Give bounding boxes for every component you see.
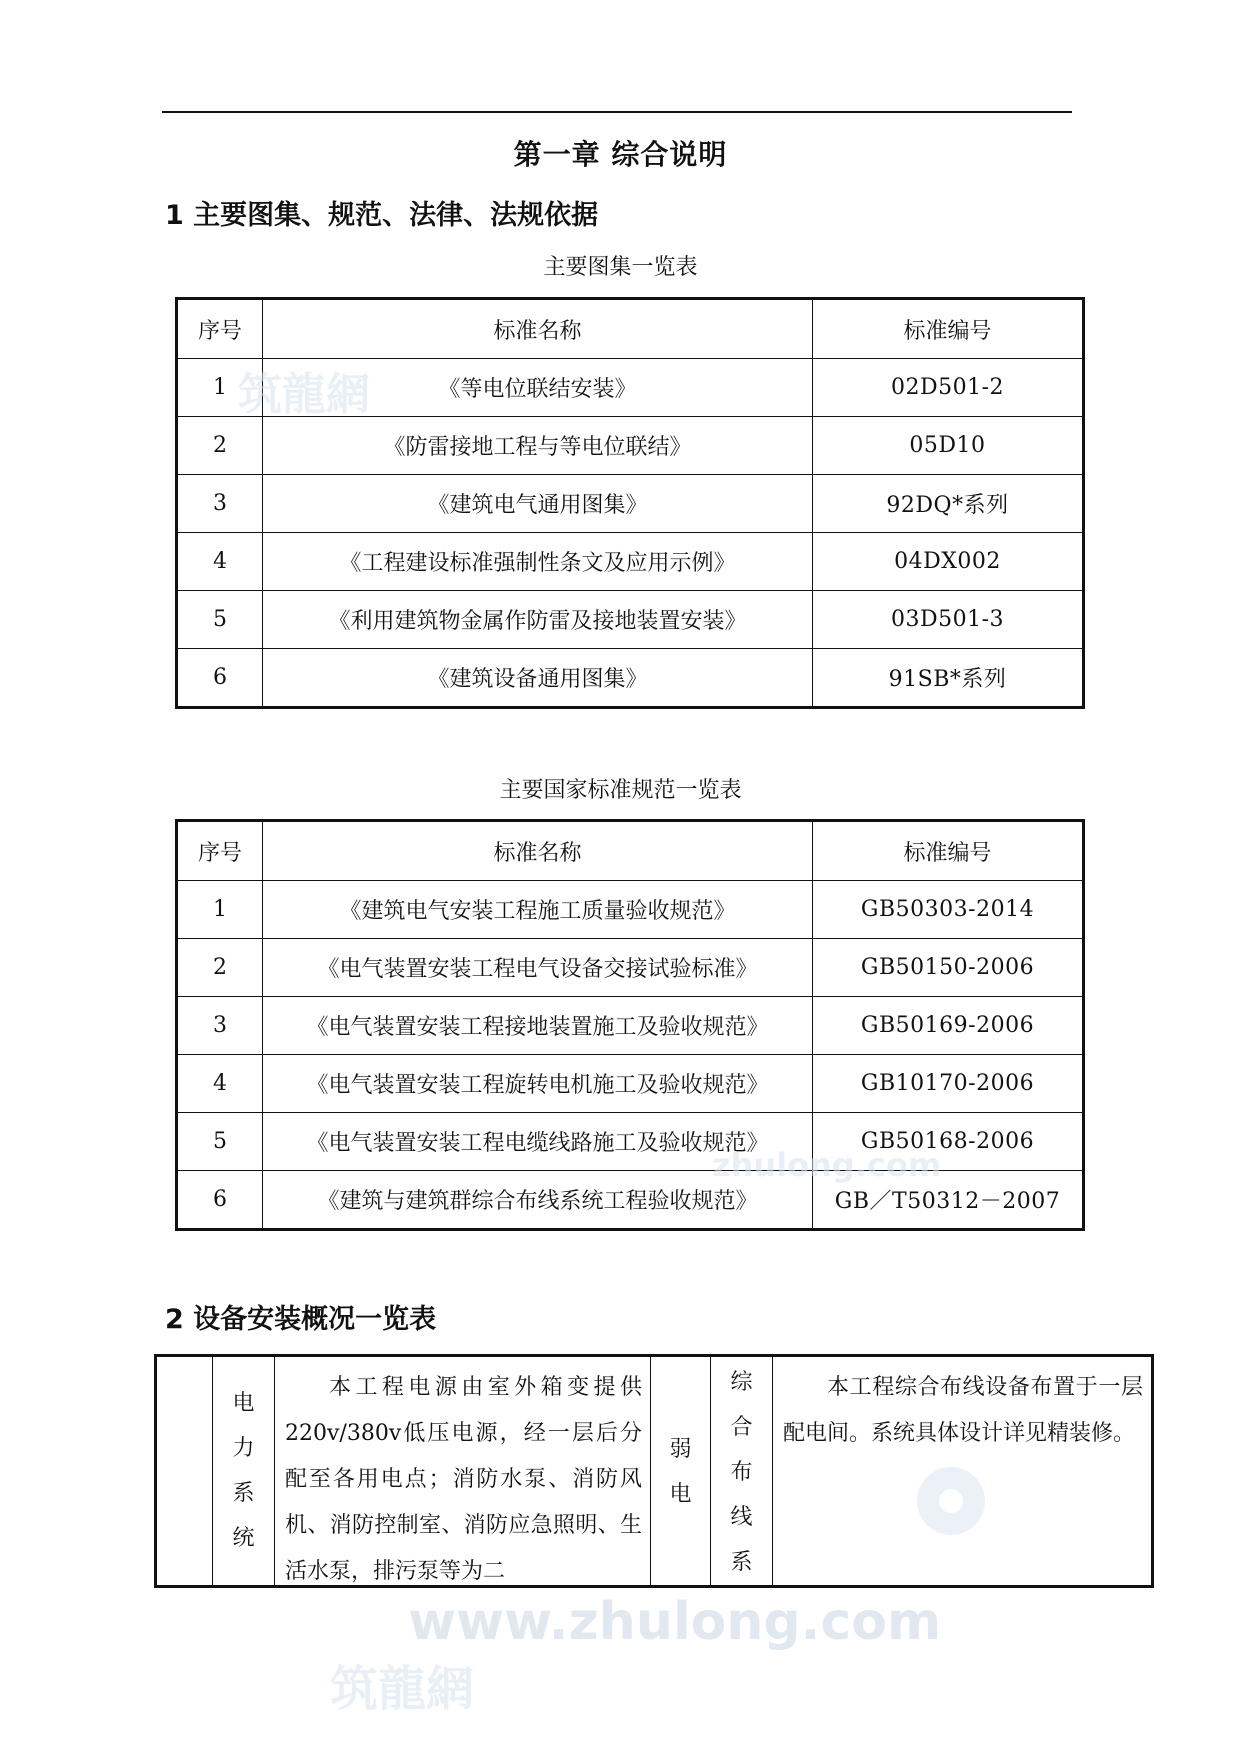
row-name: 《电气装置安装工程电气设备交接试验标准》 xyxy=(263,939,813,997)
watermark-brand: 筑龍網 xyxy=(238,369,370,420)
section-2-heading: 2 设备安装概况一览表 xyxy=(165,1304,437,1335)
row-code: 91SB*系列 xyxy=(813,649,1084,708)
power-system-description-cell xyxy=(275,1356,651,1587)
weak-label-char: 弱 xyxy=(669,1437,692,1462)
cabling-system-description-cell xyxy=(773,1356,1153,1587)
cabling-system-description: 本工程综合布线设备布置于一层配电间。系统具体设计详见精装修。 xyxy=(783,1375,1143,1446)
row-index: 3 xyxy=(177,475,263,533)
row-code: GB50169-2006 xyxy=(813,997,1084,1055)
header-index: 序号 xyxy=(177,821,263,881)
row-name: 《利用建筑物金属作防雷及接地装置安装》 xyxy=(263,591,813,649)
cabling-system-label-cell xyxy=(711,1356,773,1587)
table-row xyxy=(177,1113,1084,1171)
equipment-overview-table xyxy=(154,1354,1154,1588)
chapter-title: 第一章 综合说明 xyxy=(513,138,728,171)
power-label-char: 力 xyxy=(232,1436,255,1461)
table-row xyxy=(177,533,1084,591)
atlas-table xyxy=(175,297,1085,709)
row-code: 02D501-2 xyxy=(813,359,1084,417)
power-label-char: 统 xyxy=(232,1526,255,1551)
row-index: 3 xyxy=(177,997,263,1055)
section-1-heading: 1 主要图集、规范、法律、法规依据 xyxy=(165,200,599,231)
table-header-row xyxy=(177,299,1084,359)
row-name: 《等电位联结安装》 xyxy=(263,359,813,417)
row-code: GB10170-2006 xyxy=(813,1055,1084,1113)
row-code: 05D10 xyxy=(813,417,1084,475)
equipment-blank-cell xyxy=(156,1356,213,1587)
row-name: 《防雷接地工程与等电位联结》 xyxy=(263,417,813,475)
header-name: 标准名称 xyxy=(263,821,813,881)
row-name: 《建筑设备通用图集》 xyxy=(263,649,813,708)
cabling-label-char: 综 xyxy=(730,1370,753,1395)
row-code: 92DQ*系列 xyxy=(813,475,1084,533)
row-index: 2 xyxy=(177,417,263,475)
row-code: GB／T50312－2007 xyxy=(813,1171,1084,1230)
power-label-char: 电 xyxy=(232,1391,255,1416)
table-row xyxy=(177,417,1084,475)
atlas-table-caption: 主要图集一览表 xyxy=(543,255,698,280)
table-header-row xyxy=(177,821,1084,881)
power-label-char: 系 xyxy=(232,1481,255,1506)
row-index: 4 xyxy=(177,1055,263,1113)
row-name: 《电气装置安装工程旋转电机施工及验收规范》 xyxy=(263,1055,813,1113)
row-code: 03D501-3 xyxy=(813,591,1084,649)
power-system-label-cell xyxy=(213,1356,275,1587)
row-index: 6 xyxy=(177,1171,263,1230)
row-index: 1 xyxy=(177,881,263,939)
row-name: 《工程建设标准强制性条文及应用示例》 xyxy=(263,533,813,591)
weak-current-label-cell xyxy=(651,1356,711,1587)
row-index: 5 xyxy=(177,1113,263,1171)
table-row xyxy=(177,1171,1084,1230)
table-row xyxy=(177,939,1084,997)
header-name: 标准名称 xyxy=(263,299,813,359)
header-code: 标准编号 xyxy=(813,299,1084,359)
cabling-label-char: 线 xyxy=(730,1505,753,1530)
standards-table-caption: 主要国家标准规范一览表 xyxy=(499,778,742,803)
row-index: 5 xyxy=(177,591,263,649)
standards-table xyxy=(175,819,1085,1231)
cabling-label-char: 布 xyxy=(730,1460,753,1485)
row-code: GB50150-2006 xyxy=(813,939,1084,997)
row-name: 《建筑电气安装工程施工质量验收规范》 xyxy=(263,881,813,939)
table-row xyxy=(156,1356,1153,1587)
watermark-domain-large: www.zhulong.com xyxy=(408,1592,942,1652)
watermark-brand-lower: 筑龍網 xyxy=(330,1661,475,1717)
header-rule xyxy=(162,111,1072,113)
table-row xyxy=(177,649,1084,708)
cabling-label-char: 系 xyxy=(730,1550,753,1575)
power-system-description: 本工程电源由室外箱变提供220v/380v低压电源，经一层后分配至各用电点；消防水泵、消防风机、消防控制室、消防应急照明、生活水泵，排污泵等为二 xyxy=(285,1375,642,1584)
row-name: 《电气装置安装工程接地装置施工及验收规范》 xyxy=(263,997,813,1055)
watermark-domain: zhulong.com xyxy=(712,1146,942,1184)
header-index: 序号 xyxy=(177,299,263,359)
row-index: 6 xyxy=(177,649,263,708)
cabling-label-char: 合 xyxy=(730,1415,753,1440)
table-row xyxy=(177,591,1084,649)
row-index: 1 xyxy=(177,359,263,417)
table-row xyxy=(177,997,1084,1055)
row-name: 《建筑与建筑群综合布线系统工程验收规范》 xyxy=(263,1171,813,1230)
row-index: 2 xyxy=(177,939,263,997)
weak-label-char: 电 xyxy=(669,1482,692,1507)
row-code: GB50303-2014 xyxy=(813,881,1084,939)
table-row xyxy=(177,359,1084,417)
row-index: 4 xyxy=(177,533,263,591)
table-row xyxy=(177,881,1084,939)
row-name: 《建筑电气通用图集》 xyxy=(263,475,813,533)
row-name: 《电气装置安装工程电缆线路施工及验收规范》 xyxy=(263,1113,813,1171)
table-row xyxy=(177,475,1084,533)
table-row xyxy=(177,1055,1084,1113)
header-code: 标准编号 xyxy=(813,821,1084,881)
row-code: GB50168-2006 xyxy=(813,1113,1084,1171)
row-code: 04DX002 xyxy=(813,533,1084,591)
